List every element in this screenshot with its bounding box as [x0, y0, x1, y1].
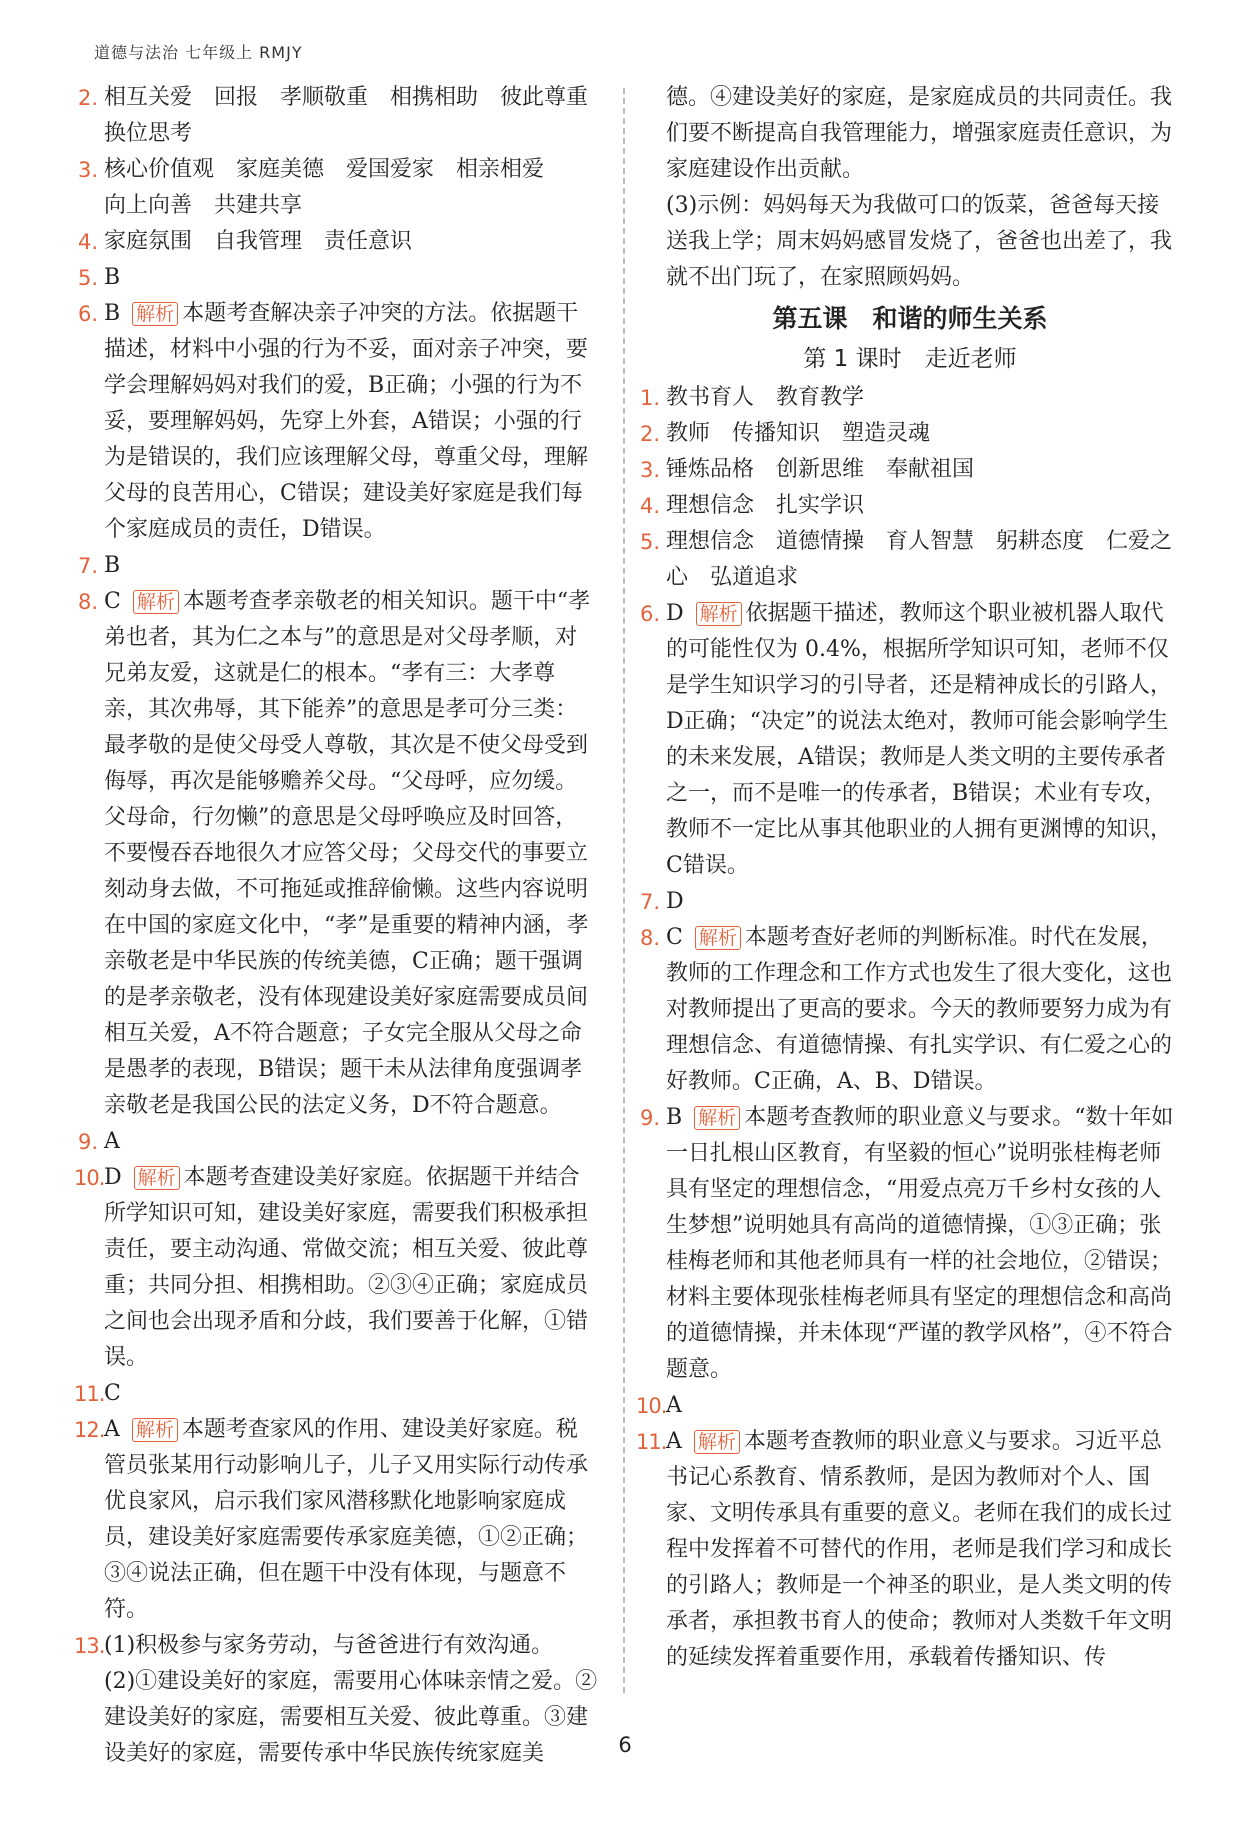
- answer-item-2: [640, 416, 1180, 452]
- analysis-tag: 解析: [694, 1106, 740, 1130]
- item-number: 12.: [74, 1418, 105, 1442]
- item-number: 7.: [78, 554, 99, 578]
- answer-item-9: [78, 1124, 598, 1160]
- analysis-tag: 解析: [132, 1418, 178, 1442]
- analysis-tag: 解析: [695, 926, 741, 950]
- analysis-text: 本题考查教师的职业意义与要求。“数十年如一日扎根山区教育，有坚毅的恒心”说明张桂梅老师具有坚定的理想信念，“用爱点亮万千乡村女孩的人生梦想”说明她具有高尚的道德情操，①③正确；张桂梅老师和其他老师具有一样的社会地位，②错误；材料主要体现张桂梅老师具有坚定的理想信念和高尚的道德情操，并未体现“严谨的教学风格”，④不符合题意。: [666, 1105, 1174, 1382]
- answer-item-8: [78, 584, 598, 1124]
- answer-text: 核心价值观 家庭美德 爱国爱家 相亲相爱: [104, 157, 545, 182]
- analysis-tag: 解析: [694, 1430, 740, 1454]
- item-number: 5.: [640, 530, 661, 554]
- item-number: 4.: [640, 494, 661, 518]
- answer-item-7: [640, 884, 1180, 920]
- answer-choice: A: [104, 1129, 120, 1154]
- analysis-text: 本题考查解决亲子冲突的方法。依据题干描述，材料中小强的行为不妥，面对亲子冲突，要学会理解妈妈对我们的爱，B正确；小强的行为不妥，要理解妈妈，先穿上外套，A错误；小强的行为是错误的，我们应该理解父母，尊重父母，理解父母的良苦用心，C错误；建设美好家庭是我们每个家庭成员的责任，D错误。: [104, 301, 589, 542]
- answer-choice: C: [104, 589, 121, 614]
- answer-text: 换位思考: [104, 121, 193, 146]
- answer-item-1: [640, 380, 1180, 416]
- answer-text: 向上向善 共建共享: [104, 193, 303, 218]
- answer-item-7: [78, 548, 598, 584]
- answer-item-2: [78, 80, 598, 152]
- analysis-text: 本题考查家风的作用、建设美好家庭。税管员张某用行动影响儿子，儿子又用实际行动传承优良家风，启示我们家风潜移默化地影响家庭成员，建设美好家庭需要传承家庭美德，①②正确；③④说法正确，但在题干中没有体现，与题意不符。: [104, 1417, 589, 1622]
- item-number: 6.: [640, 602, 661, 626]
- answer-item-5: [640, 524, 1180, 596]
- answer-item-11: [74, 1376, 598, 1412]
- item-number: 3.: [78, 158, 99, 182]
- analysis-tag: 解析: [696, 602, 742, 626]
- answer-item-10: [636, 1388, 1180, 1424]
- item-number: 3.: [640, 458, 661, 482]
- answer-choice: D: [104, 1165, 122, 1190]
- answer-text: (2)①建设美好的家庭，需要用心体味亲情之爱。②建设美好的家庭，需要相互关爱、彼此尊重。③建设美好的家庭，需要传承中华民族传统家庭美: [104, 1669, 598, 1766]
- analysis-tag: 解析: [134, 1166, 180, 1190]
- item-number: 10.: [74, 1166, 105, 1190]
- item-number: 7.: [640, 890, 661, 914]
- answer-text: 教师 传播知识 塑造灵魂: [666, 421, 931, 446]
- answer-choice: B: [104, 301, 121, 326]
- answer-item-10: [74, 1160, 598, 1376]
- item-number: 2.: [640, 422, 661, 446]
- answer-text: (1)积极参与家务劳动，与爸爸进行有效沟通。: [104, 1633, 554, 1658]
- answer-item-4: [78, 224, 598, 260]
- item-number: 9.: [640, 1106, 661, 1130]
- answer-item-6: [78, 296, 598, 548]
- analysis-text: 本题考查孝亲敬老的相关知识。题干中“孝弟也者，其为仁之本与”的意思是对父母孝顺，对兄弟友爱，这就是仁的根本。“孝有三：大孝尊亲，其次弗辱，其下能养”的意思是孝可分三类：最孝敬的是使父母受人尊敬，其次是不使父母受到侮辱，再次是能够赡养父母。“父母呼，应勿缓。父母命，行勿懒”的意思是父母呼唤应及时回答，不要慢吞吞地很久才应答父母；父母交代的事要立刻动身去做，不可拖延或推辞偷懒。这些内容说明在中国的家庭文化中，“孝”是重要的精神内涵，孝亲敬老是中华民族的传统美德，C正确；题干强调的是孝亲敬老，没有体现建设美好家庭需要成员间相互关爱，A不符合题意；子女完全服从父母之命是愚孝的表现，B错误；题干未从法律角度强调孝亲敬老是我国公民的法定义务，D不符合题意。: [104, 589, 591, 1118]
- item-number: 8.: [78, 590, 99, 614]
- answer-choice: B: [666, 1105, 683, 1130]
- answer-choice: A: [666, 1429, 682, 1454]
- item-number: 1.: [640, 386, 661, 410]
- answer-text: 家庭氛围 自我管理 责任意识: [104, 229, 413, 254]
- answer-item-12: [74, 1412, 598, 1628]
- analysis-text: 本题考查教师的职业意义与要求。习近平总书记心系教育、情系教师，是因为教师对个人、国家、文明传承具有重要的意义。老师在我们的成长过程中发挥着不可替代的作用，老师是我们学习和成长的引路人；教师是一个神圣的职业，是人类文明的传承者，承担教书育人的使命；教师对人类数千年文明的延续发挥着重要作用，承载着传播知识、传: [666, 1429, 1173, 1670]
- item-number: 11.: [74, 1382, 105, 1406]
- page-number: 6: [618, 1733, 632, 1757]
- item-number: 6.: [78, 302, 99, 326]
- analysis-text: 本题考查好老师的判断标准。时代在发展，教师的工作理念和工作方式也发生了很大变化，这也对教师提出了更高的要求。今天的教师要努力成为有理想信念、有道德情操、有扎实学识、有仁爱之心的好教师。C正确，A、B、D错误。: [666, 925, 1173, 1094]
- answer-choice: D: [666, 601, 684, 626]
- item-number: 2.: [78, 86, 99, 110]
- answer-text: 相互关爱 回报 孝顺敬重 相携相助 彼此尊重: [104, 85, 589, 110]
- lesson-title: 第五课 和谐的师生关系: [772, 304, 1048, 333]
- analysis-text: 依据题干描述，教师这个职业被机器人取代的可能性仅为 0.4%，根据所学知识可知，老师不仅是学生知识学习的引导者，还是精神成长的引路人，D正确；“决定”的说法太绝对，教师可能会影响学生的未来发展，A错误；教师是人类文明的主要传承者之一，而不是唯一的传承者，B错误；术业有专攻，教师不一定比从事其他职业的人拥有更渊博的知识，C错误。: [666, 601, 1173, 878]
- answer-continuation: 德。④建设美好的家庭，是家庭成员的共同责任。我们要不断提高自我管理能力，增强家庭责任意识，为家庭建设作出贡献。: [666, 85, 1173, 182]
- answer-text: 理想信念 道德情操 育人智慧 躬耕态度 仁爱之心 弘道追求: [666, 529, 1173, 590]
- answer-choice: A: [666, 1393, 682, 1418]
- item-number: 13.: [74, 1634, 105, 1658]
- page-header: 道德与法治 七年级上 RMJY: [94, 43, 303, 62]
- right-column: [636, 80, 1180, 1676]
- answer-item-8: [640, 920, 1180, 1100]
- item-number: 4.: [78, 230, 99, 254]
- analysis-tag: 解析: [133, 590, 179, 614]
- answer-continuation: (3)示例：妈妈每天为我做可口的饭菜，爸爸每天接送我上学；周末妈妈感冒发烧了，爸爸也出差了，我就不出门玩了，在家照顾妈妈。: [666, 193, 1173, 290]
- analysis-tag: 解析: [132, 302, 178, 326]
- answer-text: 理想信念 扎实学识: [666, 493, 865, 518]
- answer-item-9: [640, 1100, 1180, 1388]
- item-number: 11.: [636, 1430, 667, 1454]
- answer-choice: C: [666, 925, 683, 950]
- answer-choice: C: [104, 1381, 121, 1406]
- answer-item-6: [640, 596, 1180, 884]
- answer-text: 锤炼品格 创新思维 奉献祖国: [666, 457, 975, 482]
- item-number: 5.: [78, 266, 99, 290]
- left-column: [74, 80, 598, 1772]
- answer-item-3: [78, 152, 598, 224]
- answer-item-11: [636, 1424, 1180, 1676]
- item-number: 10.: [636, 1394, 667, 1418]
- item-number: 9.: [78, 1130, 99, 1154]
- answer-text: 教书育人 教育教学: [666, 385, 865, 410]
- answer-choice: B: [104, 553, 121, 578]
- item-number: 8.: [640, 926, 661, 950]
- column-divider: [623, 88, 625, 1693]
- answer-item-3: [640, 452, 1180, 488]
- answer-choice: B: [104, 265, 121, 290]
- answer-choice: D: [666, 889, 684, 914]
- answer-item-5: [78, 260, 598, 296]
- answer-choice: A: [104, 1417, 120, 1442]
- analysis-text: 本题考查建设美好家庭。依据题干并结合所学知识可知，建设美好家庭，需要我们积极承担责任，要主动沟通、常做交流；相互关爱、彼此尊重；共同分担、相携相助。②③④正确；家庭成员之间也会出现矛盾和分歧，我们要善于化解，①错误。: [104, 1165, 589, 1370]
- answer-item-4: [640, 488, 1180, 524]
- period-title: 第 1 课时 走近老师: [803, 346, 1017, 372]
